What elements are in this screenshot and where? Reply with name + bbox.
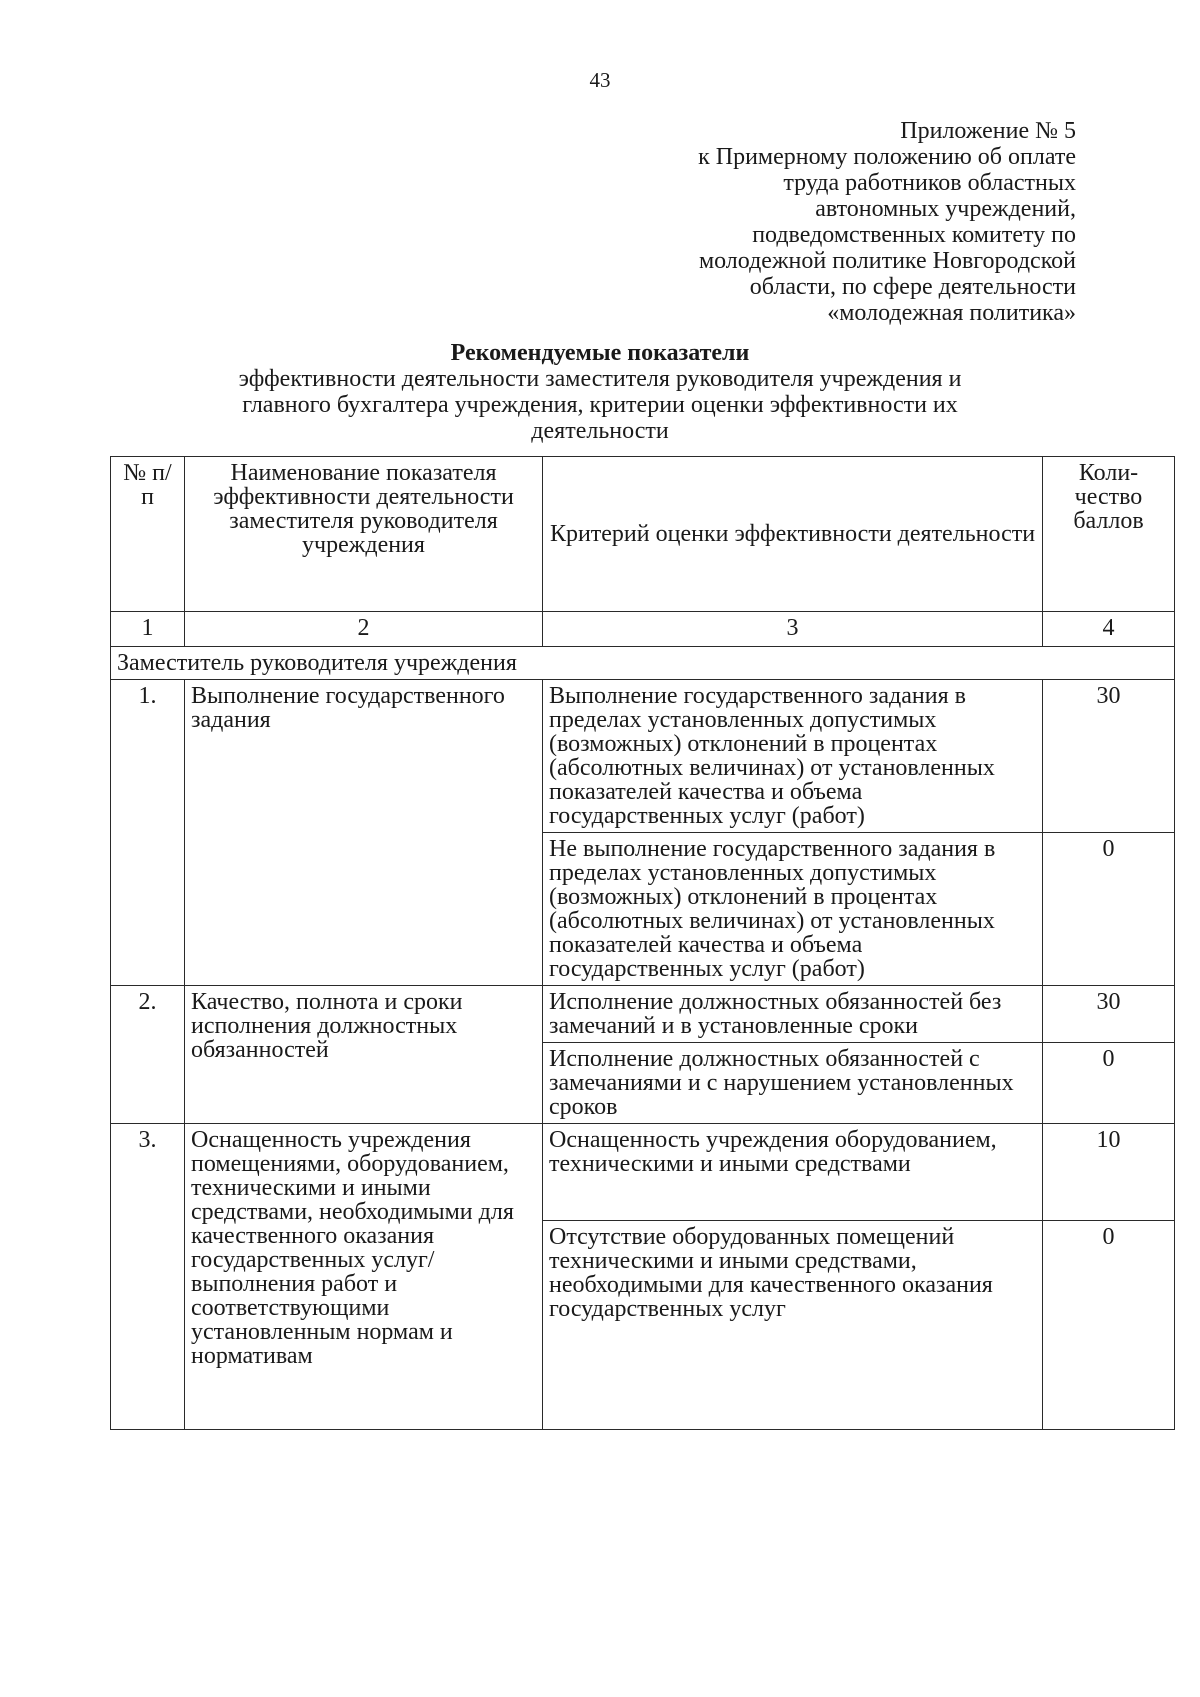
indicator-name: Выполнение государственного задания bbox=[185, 680, 543, 986]
header-num: № п/п bbox=[111, 457, 185, 612]
appendix-line: к Примерному положению об оплате bbox=[698, 144, 1076, 170]
appendix-line: Приложение № 5 bbox=[900, 118, 1076, 144]
score-value: 30 bbox=[1043, 986, 1175, 1043]
header-name: Наименование показателя эффективности деятельности заместителя руководителя учреждения bbox=[185, 457, 543, 612]
table-row bbox=[111, 986, 1175, 1043]
column-number: 4 bbox=[1043, 612, 1175, 647]
document-title bbox=[0, 340, 1200, 444]
column-number: 1 bbox=[111, 612, 185, 647]
table-row bbox=[111, 1124, 1175, 1221]
indicator-name: Качество, полнота и сроки исполнения должностных обязанностей bbox=[185, 986, 543, 1124]
column-number-row bbox=[111, 612, 1175, 647]
title-line: эффективности деятельности заместителя руководителя учреждения и bbox=[238, 366, 962, 392]
score-value: 0 bbox=[1043, 1043, 1175, 1124]
score-value: 0 bbox=[1043, 833, 1175, 986]
header-score: Коли-чество баллов bbox=[1043, 457, 1175, 612]
indicator-name: Оснащенность учреждения помещениями, оборудованием, техническими и иными средствами, необходимыми для качественного оказания государственных услуг/ выполнения работ и соответствующими установленным нормам и нормативам bbox=[185, 1124, 543, 1430]
table-header-row bbox=[111, 457, 1175, 612]
appendix-line: подведомственных комитету по bbox=[752, 222, 1076, 248]
appendix-line: области, по сфере деятельности bbox=[749, 274, 1076, 300]
section-title: Заместитель руководителя учреждения bbox=[111, 647, 1175, 680]
header-criterion: Критерий оценки эффективности деятельности bbox=[543, 457, 1043, 612]
appendix-line: автономных учреждений, bbox=[815, 196, 1076, 222]
row-number: 1. bbox=[111, 680, 185, 986]
column-number: 3 bbox=[543, 612, 1043, 647]
criterion-text: Выполнение государственного задания в пределах установленных допустимых (возможных) отклонений в процентах (абсолютных величинах) от установленных показателей качества и объема государственных услуг (работ) bbox=[543, 680, 1043, 833]
title-line: деятельности bbox=[531, 418, 669, 444]
appendix-line: молодежной политике Новгородской bbox=[698, 248, 1076, 274]
row-number: 3. bbox=[111, 1124, 185, 1430]
appendix-note bbox=[556, 118, 1076, 326]
appendix-line: труда работников областных bbox=[783, 170, 1076, 196]
criterion-text: Не выполнение государственного задания в пределах установленных допустимых (возможных) отклонений в процентах (абсолютных величинах) от установленных показателей качества и объема государственных услуг (работ) bbox=[543, 833, 1043, 986]
criterion-text: Оснащенность учреждения оборудованием, техническими и иными средствами bbox=[543, 1124, 1043, 1221]
criterion-text: Отсутствие оборудованных помещений техническими и иными средствами, необходимыми для качественного оказания государственных услуг bbox=[543, 1221, 1043, 1430]
criterion-text: Исполнение должностных обязанностей без замечаний и в установленные сроки bbox=[543, 986, 1043, 1043]
appendix-line: «молодежная политика» bbox=[827, 300, 1076, 326]
score-value: 10 bbox=[1043, 1124, 1175, 1221]
row-number: 2. bbox=[111, 986, 185, 1124]
section-row bbox=[111, 647, 1175, 680]
title-main: Рекомендуемые показатели bbox=[450, 340, 750, 366]
title-line: главного бухгалтера учреждения, критерии оценки эффективности их bbox=[242, 392, 958, 418]
criterion-text: Исполнение должностных обязанностей с замечаниями и с нарушением установленных сроков bbox=[543, 1043, 1043, 1124]
indicators-table bbox=[110, 456, 1175, 1430]
score-value: 30 bbox=[1043, 680, 1175, 833]
column-number: 2 bbox=[185, 612, 543, 647]
score-value: 0 bbox=[1043, 1221, 1175, 1430]
table-row bbox=[111, 680, 1175, 833]
page-number: 43 bbox=[589, 68, 611, 92]
